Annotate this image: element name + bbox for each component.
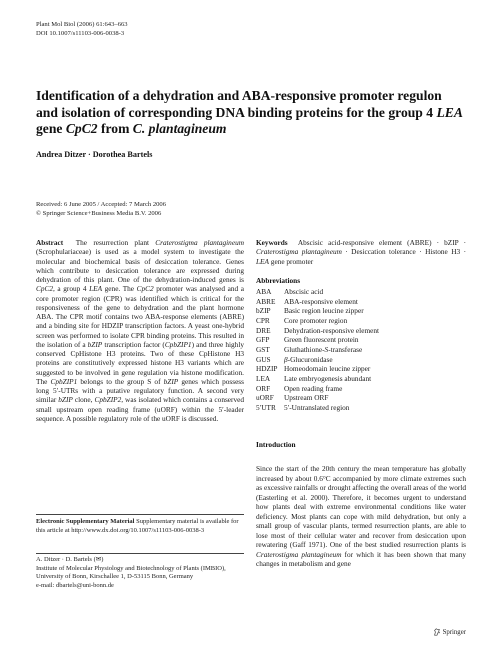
introduction-heading: Introduction: [256, 440, 296, 449]
abbreviation-term: CPR: [256, 315, 270, 325]
copyright-line: © Springer Science+Business Media B.V. 2006: [36, 210, 162, 217]
abbreviation-row: [256, 316, 466, 326]
abbreviation-row: [256, 345, 466, 355]
abbreviation-definition: Dehydration-responsive element: [284, 325, 380, 335]
journal-citation: Plant Mol Biol (2006) 61:643–663: [36, 21, 128, 28]
abbreviation-definition: Homeodomain leucine zipper: [284, 364, 371, 374]
publication-dates: [36, 200, 166, 218]
abstract: [36, 238, 244, 423]
abbreviation-row: [256, 364, 466, 374]
abbreviation-row: [256, 297, 466, 307]
abstract-text: The resurrection plant Craterostigma plantagineum (Scrophulariaceae) is used as a model system to investigate the molecular and biochemical basis of desiccation tolerance. Genes which contribute to desiccation tolerance are expressed during dehydration of this plant. One of the dehydration-induced genes is CpC2, a group 4 LEA gene. The CpC2 promoter was analysed and a core promoter region (CPR) was identified which is critical for the responsiveness of the gene to dehydration and the plant hormone ABA. The CPR motif contains two ABA-response elements (ABRE) and a binding site for HDZIP transcription factors. A yeast one-hybrid screen was performed to isolate CPR binding proteins. This resulted in the isolation of a bZIP transcription factor (CpbZIP1) and three highly conserved CpHistone H3 proteins. Two of these CpHistone H3 proteins are constitutively expressed histone H3 variants which are suggested to be involved in gene regulation via histone modification. The CpbZIP1 belongs to the group S of bZIP genes which possess long 5′-UTRs with a putative regulatory function. A second very similar bZIP clone, CpbZIP2, was isolated which contains a conserved small upstream open reading frame (uORF) within the 5′-leader sequence. A possible regulatory role of the uORF is discussed.: [36, 238, 245, 423]
esm-label: Electronic Supplementary Material: [36, 518, 135, 525]
keywords: [256, 238, 466, 266]
publisher-name: Springer: [442, 628, 466, 636]
abbreviation-definition: Late embryogenesis abundant: [284, 373, 372, 383]
abbreviation-row: [256, 355, 466, 365]
abbreviation-definition: Open reading frame: [284, 383, 343, 393]
abbreviation-row: [256, 393, 466, 403]
abbreviation-definition: Core promoter region: [284, 315, 348, 325]
abbreviation-term: ABA: [256, 287, 272, 296]
abbreviation-definition: Abscisic acid: [284, 287, 324, 296]
footnote-divider: [36, 514, 244, 515]
correspondence-block: [36, 556, 248, 590]
author-list: Andrea Ditzer · Dorothea Bartels: [36, 150, 153, 159]
correspondence-names: A. Ditzer · D. Bartels (✉): [36, 556, 104, 563]
abbreviation-row: [256, 287, 466, 297]
correspondence-institute: Institute of Molecular Physiology and Biotechnology of Plants (IMBIO), University of Bonn, Kirschallee 1, D-53115 Bonn, Germany: [36, 564, 226, 580]
keywords-text: Abscisic acid-responsive element (ABRE) · bZIP · Craterostigma plantagineum · Desiccation tolerance · Histone H3 · LEA gene promoter: [256, 238, 466, 266]
abbreviation-term: DRE: [256, 325, 271, 335]
abbreviation-definition: Gluthathione-S-transferase: [284, 344, 363, 354]
abbreviation-definition: Green fluorescent protein: [284, 335, 359, 345]
abbreviation-definition: ABA-responsive element: [284, 296, 358, 306]
keywords-label: Keywords: [256, 238, 288, 247]
abbreviations-heading: Abbreviations: [256, 276, 301, 285]
publisher-mark: [433, 628, 466, 636]
abbreviation-row: [256, 335, 466, 345]
abbreviation-term: HDZIP: [256, 364, 278, 374]
abbreviation-term: LEA: [256, 373, 271, 383]
abbreviation-definition: Upstream ORF: [284, 393, 329, 403]
abbreviation-term: ORF: [256, 383, 271, 393]
correspondence-email[interactable]: e-mail: dbartels@uni-bonn.de: [36, 581, 114, 589]
abbreviation-row: [256, 306, 466, 316]
abbreviation-term: uORF: [256, 393, 274, 403]
abbreviation-term: GST: [256, 344, 270, 354]
abbreviation-term: ABRE: [256, 296, 276, 306]
abbreviations-table: [256, 287, 466, 413]
esm-text: Supplementary material is available for this article at http://www.dx.doi.org/10.1007/s11103-006-0038-3: [36, 518, 239, 534]
correspondence-divider: [36, 553, 244, 554]
abbreviation-definition: β-Glucuronidase: [284, 354, 333, 364]
abbreviation-term: 5′UTR: [256, 402, 276, 412]
abbreviation-definition: 5′-Untranslated region: [284, 402, 350, 412]
abbreviation-term: bZIP: [256, 306, 271, 316]
abstract-label: Abstract: [36, 238, 64, 247]
doi-line: DOI 10.1007/s11103-006-0038-3: [36, 30, 125, 37]
supplementary-note: [36, 518, 244, 535]
abbreviation-row: [256, 326, 466, 336]
abbreviation-term: GFP: [256, 335, 270, 345]
abbreviation-row: [256, 384, 466, 394]
abbreviation-term: GUS: [256, 354, 271, 364]
introduction-text: Since the start of the 20th century the mean temperature has globally increased by about 0.6°C accompanied by more climate extremes such as excessive rainfalls or drought affecting the overall areas of the world (Easterling et al. 2000). Therefore, it becomes urgent to understand how plants deal with extreme environmental conditions like water deficiency. Most plants can cope with mild dehydration, but only a small group of vascular plants, termed resurrection plants, are able to lose most of their cellular water and recover from desiccation upon rewatering (Gaff 1971). One of the best studied resurrection plants is Craterostigma plantagineum for which it has been shown that many changes in metabolism and gene: [256, 464, 466, 569]
springer-horse-icon: [433, 628, 441, 636]
abbreviation-row: [256, 403, 466, 413]
abbreviation-row: [256, 374, 466, 384]
received-accepted: Received: 6 June 2005 / Accepted: 7 March 2006: [36, 201, 167, 208]
abbreviation-definition: Basic region leucine zipper: [284, 306, 364, 316]
article-title: Identification of a dehydration and ABA-responsive promoter regulon and isolation of corresponding DNA binding proteins for the group 4 LEA gene CpC2 from C. plantagineum: [36, 88, 463, 136]
